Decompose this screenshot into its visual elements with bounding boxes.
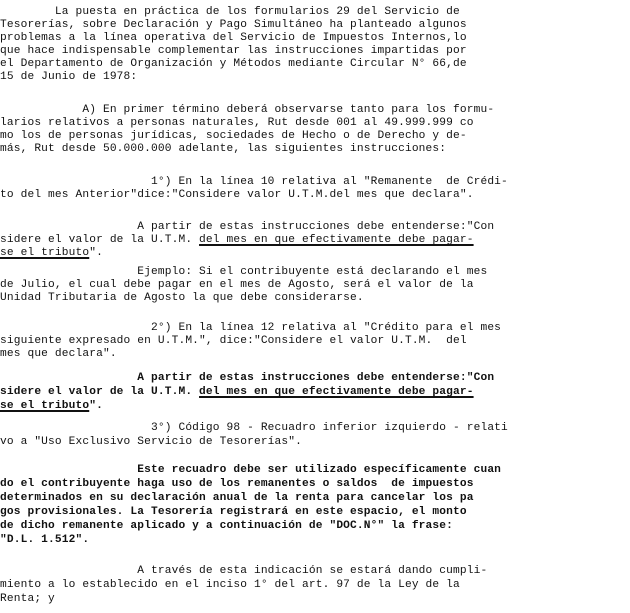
text-line: problemas a la línea operativa del Servicio de Impuestos Internos,lo — [0, 32, 467, 44]
text-line: A través de esta indicación se estará dando cumpli- — [0, 565, 488, 577]
text-segment: ". — [89, 400, 103, 412]
underlined-phrase: se el tributo — [0, 400, 90, 412]
text-line: "D.L. 1.512". — [0, 534, 90, 546]
text-line: mes que declara". — [0, 348, 117, 360]
text-line: 15 de Junio de 1978: — [0, 71, 138, 83]
text-line: de Julio, el cual debe pagar en el mes de Agosto, será el valor de la — [0, 279, 474, 291]
text-line: Renta; y — [0, 593, 55, 605]
text-line: determinados en su declaración anual de la renta para cancelar los pa — [0, 492, 474, 504]
text-line: miento a lo establecido en el inciso 1° del art. 97 de la Ley de la — [0, 579, 460, 591]
text-line: 2°) En la línea 12 relativa al "Crédito para el mes — [0, 322, 502, 334]
text-line: A partir de estas instrucciones debe entenderse:"Con — [0, 221, 495, 233]
text-line: 3°) Código 98 - Recuadro inferior izquierdo - relati — [0, 422, 508, 434]
text-segment: ". — [89, 247, 103, 259]
text-line: el Departamento de Organización y Métodos mediante Circular N° 66,de — [0, 58, 467, 70]
text-line: mo los de personas jurídicas, sociedades de Hecho o de Derecho y de- — [0, 130, 467, 142]
text-line: A partir de estas instrucciones debe entenderse:"Con — [0, 372, 495, 384]
text-line — [0, 386, 474, 399]
text-line — [0, 247, 103, 260]
text-segment: sidere el valor de la U.T.M. — [0, 386, 200, 398]
text-line: siguiente expresado en U.T.M.", dice:"Considere el valor U.T.M. del — [0, 335, 467, 347]
text-line: Ejemplo: Si el contribuyente está declarando el mes — [0, 266, 488, 278]
text-line: más, Rut desde 50.000.000 adelante, las siguientes instrucciones: — [0, 143, 447, 155]
text-line: A) En primer término deberá observarse tanto para los formu- — [0, 104, 495, 116]
text-line — [0, 234, 474, 247]
text-line: Unidad Tributaria de Agosto la que debe considerarse. — [0, 292, 364, 304]
underlined-phrase: se el tributo — [0, 247, 90, 259]
underlined-phrase: del mes en que efectivamente debe pagar- — [199, 234, 474, 246]
text-line: Este recuadro debe ser utilizado específicamente cuan — [0, 464, 502, 476]
text-line: gos provisionales. La Tesorería registrará en este espacio, el monto — [0, 506, 467, 518]
underlined-phrase: del mes en que efectivamente debe pagar- — [199, 386, 474, 398]
text-line: to del mes Anterior"dice:"Considere valor U.T.M.del mes que declara". — [0, 189, 474, 201]
text-line: Tesorerías, sobre Declaración y Pago Simultáneo ha planteado algunos — [0, 19, 467, 31]
text-line: de dicho remanente aplicado y a continuación de "DOC.N°" la frase: — [0, 520, 453, 532]
text-line: larios relativos a personas naturales, Rut desde 001 al 49.999.999 co — [0, 117, 474, 129]
text-line — [0, 400, 103, 413]
text-line: La puesta en práctica de los formularios 29 del Servicio de — [0, 6, 460, 18]
text-line: vo a "Uso Exclusivo Servicio de Tesorerías". — [0, 436, 302, 448]
text-line: 1°) En la línea 10 relativa al "Remanente de Crédi- — [0, 176, 508, 188]
text-segment: sidere el valor de la U.T.M. — [0, 234, 200, 246]
text-line: que hace indispensable complementar las instrucciones impartidas por — [0, 45, 467, 57]
text-line: do el contribuyente haga uso de los remanentes o saldos de impuestos — [0, 478, 474, 490]
